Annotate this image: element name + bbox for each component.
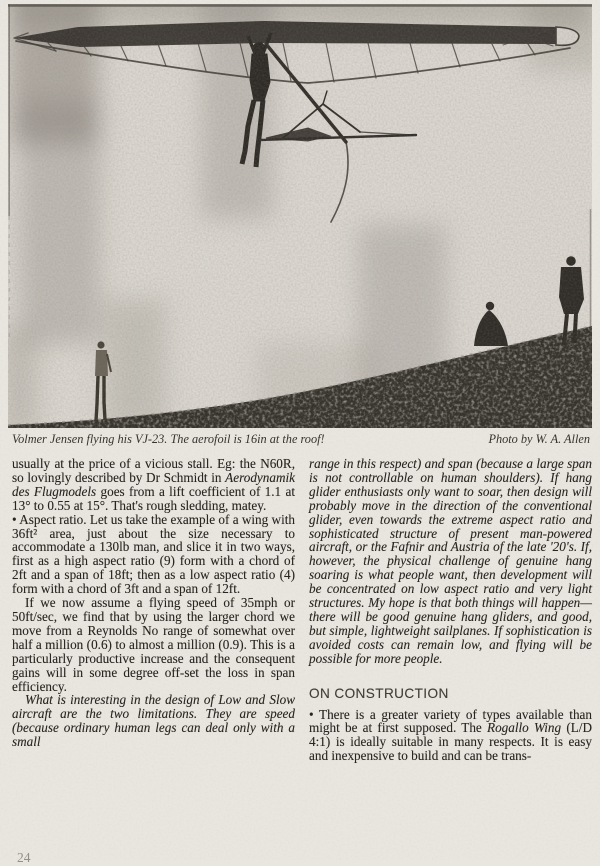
photo-grain <box>8 4 592 428</box>
paragraph-limitations <box>12 693 295 749</box>
paragraph-rogallo <box>309 708 592 764</box>
photo-credit: Photo by W. A. Allen <box>488 432 590 446</box>
section-heading-on-construction: ON CONSTRUCTION <box>309 685 449 701</box>
text-segment-italic: Rogallo Wing <box>487 720 562 736</box>
text-segment-italic: What is interesting in the design of Low and Slow aircraft are the two limitations. They are speed (because ordinary human legs can deal only with a small <box>12 692 295 750</box>
text-segment-italic: range in this respect) and span (because a large span is not controllable on human shoulders). If hang glider enthusiasts only want to soar, then design will probably move in the direction of the conventional glider, even towards the extreme aspect ratio and sophisticated structure of present man-powered aircraft, or the Fafnir and Austria of the late '20's. If, however, the physical challenge of genuine hang soaring is what people want, then development will be concentrated on low aspect ratio and very light structures. My hope is that both things will happen—there will be good genuine hang gliders, and good, but simple, lightweight sailplanes. If sophistication is avoided costs can remain low, and flying will be possible for more people. <box>309 456 592 666</box>
page-number: 24 <box>17 850 31 865</box>
text-segment: • Aspect ratio. Let us take the example of a wing with 36ft² area, just about the size necessary to accommodate a 130lb man, and slice it in two ways, first as a high aspect ratio (9) form with a chord of 2ft and a span of 18ft; then as a low aspect ratio (4) form with a chord of 3ft and a span of 12ft. <box>12 511 295 597</box>
text-segment: (L/D 4:1) is ideally suitable in many respects. It is easy and inexpensive to build and can be trans- <box>309 720 592 764</box>
text-segment: If we now assume a flying speed of 35mph or 50ft/sec, we find that by using the larger chord we move from a Reynolds No range of somewhat over half a million (0.6) to almost a million (0.9). This is a particularly productive increase and the consequent gains will in some degree off-set the loss in span efficiency. <box>12 595 295 694</box>
text-segment-italic: Aerodynamik des Flugmodels <box>12 469 295 499</box>
paragraph-aspect-ratio <box>12 513 295 596</box>
text-segment: goes from a lift coefficient of 1.1 at 13° to 0.55 at 15°. That's rough sledding, matey. <box>12 483 295 513</box>
left-column <box>12 457 295 763</box>
text-segment: • There is a greater variety of types available than might be at first supposed. The <box>309 706 592 736</box>
paragraph-stall <box>12 457 295 513</box>
paragraph-design-direction <box>309 457 592 666</box>
photo-canvas <box>8 4 592 428</box>
text-segment: usually at the price of a vicious stall. Eg: the N60R, so lovingly described by Dr Schmidt in <box>12 456 295 485</box>
hang-glider-photo <box>8 4 592 428</box>
photo-caption: Volmer Jensen flying his VJ-23. The aerofoil is 16in at the roof! <box>12 432 325 446</box>
right-column <box>309 457 592 763</box>
paragraph-reynolds <box>12 596 295 693</box>
article-body <box>12 457 592 763</box>
photo-caption-row <box>12 432 590 446</box>
